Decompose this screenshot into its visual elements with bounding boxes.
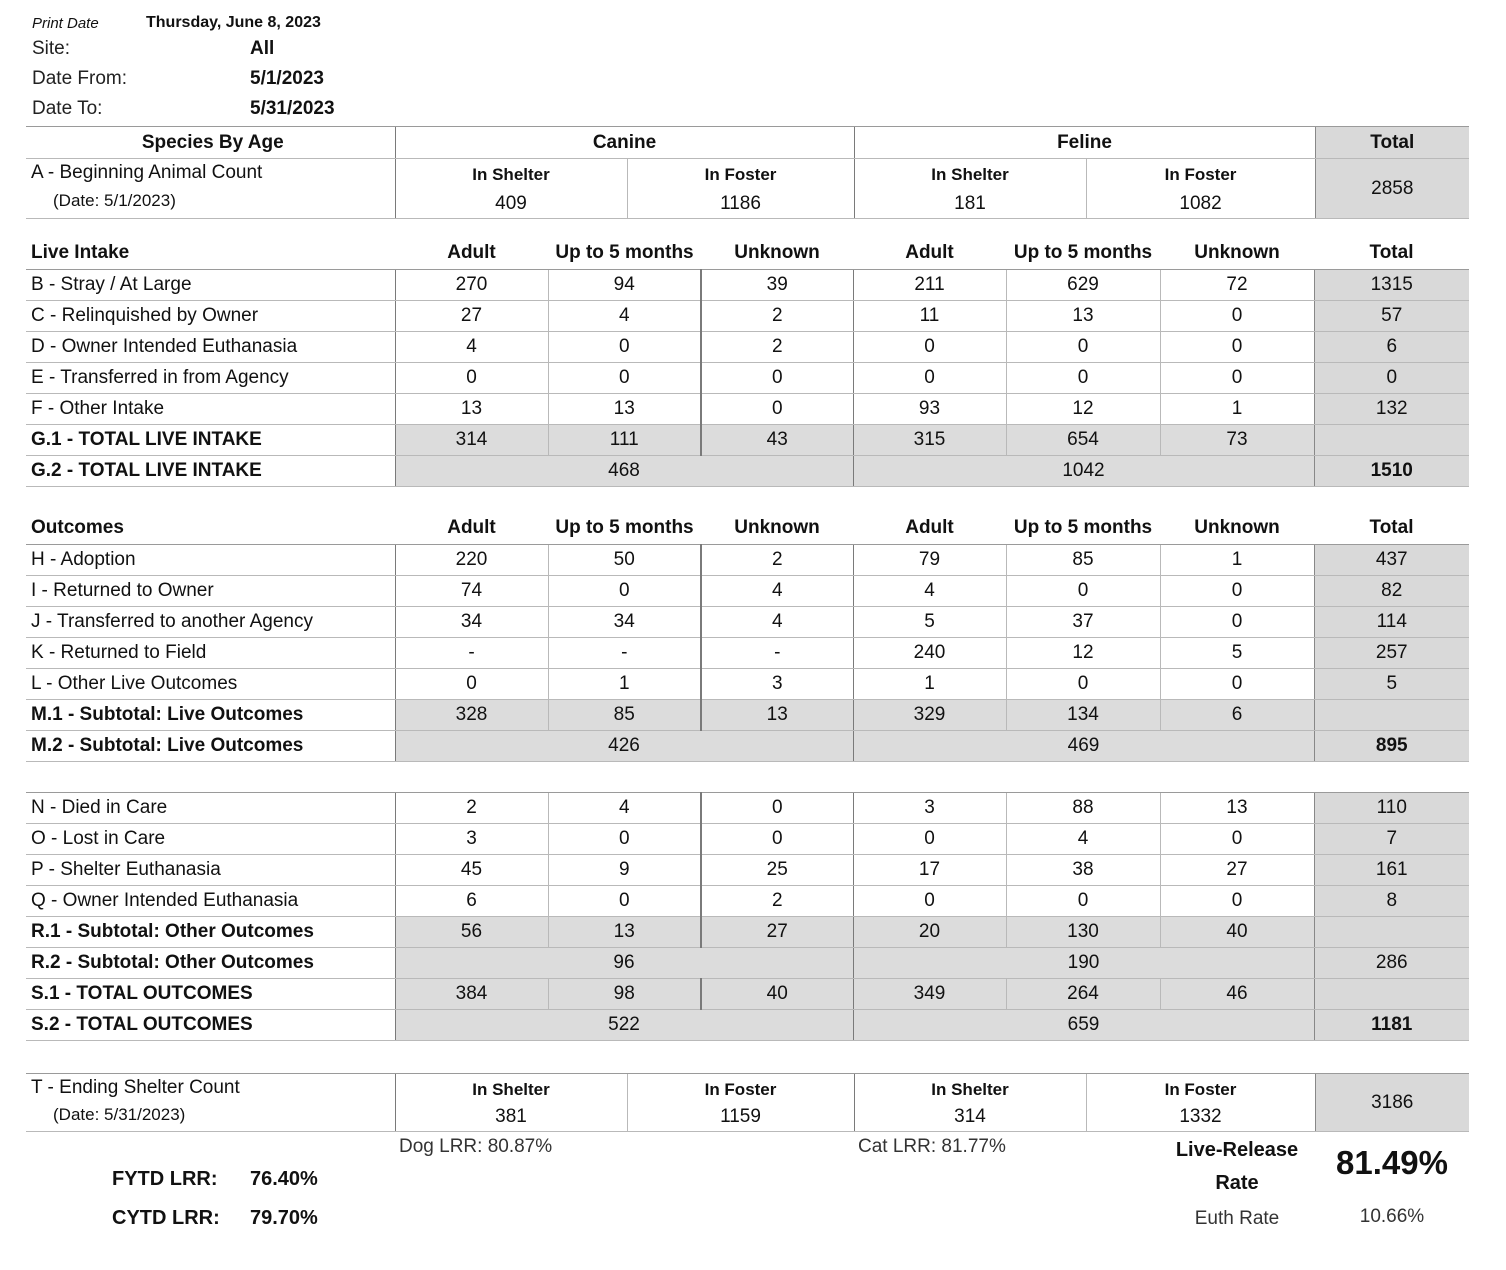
feline-beginning-shelter: In Shelter 181: [854, 159, 1086, 219]
value-cell: 34: [395, 606, 548, 637]
value-cell: 94: [548, 269, 701, 300]
date-to-value: 5/31/2023: [250, 98, 335, 119]
feline-subtotal: 190: [853, 948, 1314, 979]
value-cell: 0: [701, 824, 853, 855]
cytd-lrr-label: CYTD LRR:: [112, 1207, 220, 1229]
col-adult: Adult: [447, 242, 496, 264]
value-cell: 0: [1006, 331, 1160, 362]
value-cell: 40: [701, 979, 853, 1010]
table-row: [26, 575, 1469, 606]
value-cell: 0: [1160, 886, 1314, 917]
value-cell: 0: [853, 331, 1006, 362]
value-cell: 0: [548, 362, 701, 393]
outcomes-table: [26, 513, 1469, 762]
table-row: [26, 544, 1469, 575]
value-cell: 0: [1006, 886, 1160, 917]
value-cell: 88: [1006, 793, 1160, 824]
canine-beginning-foster: In Foster 1186: [627, 159, 854, 219]
row-total: [1314, 979, 1469, 1010]
row-label: E - Transferred in from Agency: [26, 362, 395, 393]
cat-lrr: Cat LRR: 81.77%: [858, 1136, 1006, 1157]
value-cell: 0: [1006, 362, 1160, 393]
ending-count-table: [26, 1073, 1469, 1132]
canine-subtotal: 96: [395, 948, 853, 979]
col-adult: Adult: [905, 242, 954, 264]
value-cell: 240: [853, 637, 1006, 668]
value-cell: 0: [701, 362, 853, 393]
value-cell: 0: [853, 362, 1006, 393]
value-cell: 6: [1160, 699, 1314, 730]
value-cell: 4: [1006, 824, 1160, 855]
species-by-age-header: Species By Age: [26, 127, 395, 159]
value-cell: 43: [701, 424, 853, 455]
print-date-value: Thursday, June 8, 2023: [146, 14, 321, 31]
value-cell: 349: [853, 979, 1006, 1010]
value-cell: 0: [1160, 300, 1314, 331]
value-cell: 13: [548, 917, 701, 948]
value-cell: 4: [701, 606, 853, 637]
row-total: 286: [1314, 948, 1469, 979]
live-intake-table: [26, 238, 1469, 487]
value-cell: 329: [853, 699, 1006, 730]
row-total: 7: [1314, 824, 1469, 855]
feline-ending-foster: In Foster 1332: [1086, 1074, 1315, 1132]
date-from-label: Date From:: [32, 68, 128, 89]
value-cell: 12: [1006, 637, 1160, 668]
value-cell: 93: [853, 393, 1006, 424]
value-cell: 72: [1160, 269, 1314, 300]
value-cell: 2: [701, 331, 853, 362]
table-row: [26, 979, 1469, 1010]
row-total: 1315: [1314, 269, 1469, 300]
col-total: Total: [1369, 242, 1414, 264]
value-cell: 130: [1006, 917, 1160, 948]
site-value: All: [250, 38, 275, 59]
value-cell: 56: [395, 917, 548, 948]
value-cell: 85: [1006, 544, 1160, 575]
table-row: [26, 606, 1469, 637]
dog-lrr: Dog LRR: 80.87%: [399, 1136, 553, 1157]
value-cell: 384: [395, 979, 548, 1010]
table-row: [26, 300, 1469, 331]
value-cell: 37: [1006, 606, 1160, 637]
ending-total: 3186: [1315, 1074, 1469, 1132]
value-cell: -: [395, 637, 548, 668]
table-row: [26, 917, 1469, 948]
row-label: Q - Owner Intended Euthanasia: [26, 886, 395, 917]
ending-count-label: T - Ending Shelter Count (Date: 5/31/2023): [26, 1074, 395, 1132]
value-cell: 39: [701, 269, 853, 300]
row-label: O - Lost in Care: [26, 824, 395, 855]
value-cell: 4: [701, 575, 853, 606]
value-cell: 74: [395, 575, 548, 606]
fytd-lrr-label: FYTD LRR:: [112, 1168, 218, 1190]
value-cell: 50: [548, 544, 701, 575]
value-cell: 6: [395, 886, 548, 917]
value-cell: 3: [395, 824, 548, 855]
fytd-lrr-value: 76.40%: [250, 1168, 318, 1190]
row-total: 0: [1314, 362, 1469, 393]
value-cell: 27: [701, 917, 853, 948]
value-cell: 0: [701, 793, 853, 824]
col-total: Total: [1369, 517, 1414, 539]
row-total: 82: [1314, 575, 1469, 606]
table-row: [26, 269, 1469, 300]
row-total: 57: [1314, 300, 1469, 331]
value-cell: 0: [1006, 668, 1160, 699]
row-total: [1314, 424, 1469, 455]
table-row: [26, 362, 1469, 393]
col-unknown: Unknown: [1194, 517, 1280, 539]
row-label: G.1 - TOTAL LIVE INTAKE: [26, 424, 395, 455]
table-row: [26, 730, 1469, 761]
col-adult: Adult: [447, 517, 496, 539]
table-row: [26, 699, 1469, 730]
beginning-count-label: A - Beginning Animal Count (Date: 5/1/2023): [26, 159, 395, 219]
row-label: N - Died in Care: [26, 793, 395, 824]
value-cell: 5: [1160, 637, 1314, 668]
value-cell: 38: [1006, 855, 1160, 886]
value-cell: 111: [548, 424, 701, 455]
value-cell: 0: [1160, 606, 1314, 637]
value-cell: 134: [1006, 699, 1160, 730]
value-cell: 0: [548, 886, 701, 917]
canine-ending-foster: In Foster 1159: [627, 1074, 854, 1132]
value-cell: 220: [395, 544, 548, 575]
row-total: 257: [1314, 637, 1469, 668]
value-cell: 25: [701, 855, 853, 886]
col-up-to-5: Up to 5 months: [555, 517, 694, 539]
value-cell: 1: [548, 668, 701, 699]
value-cell: 13: [548, 393, 701, 424]
row-total: 8: [1314, 886, 1469, 917]
table-row: [26, 855, 1469, 886]
value-cell: 12: [1006, 393, 1160, 424]
value-cell: 0: [853, 824, 1006, 855]
row-label: R.1 - Subtotal: Other Outcomes: [26, 917, 395, 948]
value-cell: 0: [853, 886, 1006, 917]
value-cell: 3: [701, 668, 853, 699]
value-cell: 1: [1160, 544, 1314, 575]
table-row: [26, 455, 1469, 486]
row-label: M.2 - Subtotal: Live Outcomes: [26, 730, 395, 761]
value-cell: 2: [701, 544, 853, 575]
value-cell: 211: [853, 269, 1006, 300]
value-cell: 328: [395, 699, 548, 730]
table-row: [26, 886, 1469, 917]
value-cell: 27: [1160, 855, 1314, 886]
row-total: [1314, 917, 1469, 948]
col-up-to-5: Up to 5 months: [555, 242, 694, 264]
row-label: C - Relinquished by Owner: [26, 300, 395, 331]
table-row: [26, 793, 1469, 824]
row-label: S.1 - TOTAL OUTCOMES: [26, 979, 395, 1010]
row-total: 1510: [1314, 455, 1469, 486]
value-cell: 13: [1006, 300, 1160, 331]
value-cell: 264: [1006, 979, 1160, 1010]
row-total: 132: [1314, 393, 1469, 424]
print-date-label: Print Date: [32, 15, 99, 32]
row-total: 161: [1314, 855, 1469, 886]
row-total: 110: [1314, 793, 1469, 824]
value-cell: 0: [1160, 331, 1314, 362]
value-cell: 629: [1006, 269, 1160, 300]
value-cell: 20: [853, 917, 1006, 948]
row-label: F - Other Intake: [26, 393, 395, 424]
canine-ending-shelter: In Shelter 381: [395, 1074, 627, 1132]
value-cell: 0: [548, 331, 701, 362]
table-row: [26, 948, 1469, 979]
live-release-rate-value: 81.49%: [1336, 1144, 1448, 1181]
value-cell: 46: [1160, 979, 1314, 1010]
value-cell: 13: [395, 393, 548, 424]
value-cell: 45: [395, 855, 548, 886]
value-cell: 4: [395, 331, 548, 362]
value-cell: -: [548, 637, 701, 668]
feline-subtotal: 469: [853, 730, 1314, 761]
other-outcomes-table: [26, 792, 1469, 1041]
feline-beginning-foster: In Foster 1082: [1086, 159, 1315, 219]
value-cell: 4: [548, 793, 701, 824]
beginning-count-table: [26, 126, 1469, 219]
row-label: J - Transferred to another Agency: [26, 606, 395, 637]
col-unknown: Unknown: [734, 517, 820, 539]
value-cell: 4: [853, 575, 1006, 606]
row-total: 895: [1314, 730, 1469, 761]
row-label: I - Returned to Owner: [26, 575, 395, 606]
row-label: B - Stray / At Large: [26, 269, 395, 300]
euth-rate-value: 10.66%: [1359, 1206, 1425, 1227]
value-cell: 27: [395, 300, 548, 331]
canine-subtotal: 426: [395, 730, 853, 761]
row-label: R.2 - Subtotal: Other Outcomes: [26, 948, 395, 979]
cytd-lrr-value: 79.70%: [250, 1207, 318, 1229]
value-cell: 270: [395, 269, 548, 300]
row-total: 6: [1314, 331, 1469, 362]
row-total: [1314, 699, 1469, 730]
row-label: P - Shelter Euthanasia: [26, 855, 395, 886]
row-label: L - Other Live Outcomes: [26, 668, 395, 699]
value-cell: 654: [1006, 424, 1160, 455]
table-row: [26, 331, 1469, 362]
feline-subtotal: 1042: [853, 455, 1314, 486]
date-from-value: 5/1/2023: [250, 68, 324, 89]
value-cell: 1: [1160, 393, 1314, 424]
row-total: 114: [1314, 606, 1469, 637]
value-cell: 85: [548, 699, 701, 730]
value-cell: 79: [853, 544, 1006, 575]
table-row: [26, 424, 1469, 455]
row-label: G.2 - TOTAL LIVE INTAKE: [26, 455, 395, 486]
value-cell: 0: [1160, 824, 1314, 855]
col-adult: Adult: [905, 517, 954, 539]
live-release-rate-label: Live-Release Rate: [1175, 1139, 1299, 1194]
feline-header: Feline: [854, 127, 1315, 159]
value-cell: 11: [853, 300, 1006, 331]
value-cell: 0: [701, 393, 853, 424]
value-cell: 0: [548, 575, 701, 606]
table-row: [26, 668, 1469, 699]
value-cell: 4: [548, 300, 701, 331]
row-label: D - Owner Intended Euthanasia: [26, 331, 395, 362]
canine-header: Canine: [395, 127, 854, 159]
live-intake-title: Live Intake: [31, 242, 130, 264]
value-cell: 0: [395, 362, 548, 393]
value-cell: 34: [548, 606, 701, 637]
col-up-to-5: Up to 5 months: [1013, 242, 1153, 264]
table-row: [26, 1010, 1469, 1041]
value-cell: 2: [701, 300, 853, 331]
row-label: M.1 - Subtotal: Live Outcomes: [26, 699, 395, 730]
row-total: 437: [1314, 544, 1469, 575]
value-cell: 314: [395, 424, 548, 455]
row-total: 1181: [1314, 1010, 1469, 1041]
row-total: 5: [1314, 668, 1469, 699]
value-cell: 0: [395, 668, 548, 699]
table-row: [26, 637, 1469, 668]
site-label: Site:: [32, 38, 71, 59]
value-cell: 2: [701, 886, 853, 917]
beginning-total: 2858: [1315, 159, 1469, 219]
value-cell: 0: [1160, 668, 1314, 699]
value-cell: 5: [853, 606, 1006, 637]
table-row: [26, 393, 1469, 424]
value-cell: 0: [548, 824, 701, 855]
value-cell: 0: [1160, 575, 1314, 606]
canine-beginning-shelter: In Shelter 409: [395, 159, 627, 219]
euth-rate-label: Euth Rate: [1194, 1208, 1280, 1229]
row-label: H - Adoption: [26, 544, 395, 575]
feline-ending-shelter: In Shelter 314: [854, 1074, 1086, 1132]
total-header: Total: [1315, 127, 1469, 159]
col-unknown: Unknown: [1194, 242, 1280, 264]
value-cell: -: [701, 637, 853, 668]
value-cell: 73: [1160, 424, 1314, 455]
date-to-label: Date To:: [32, 98, 103, 119]
canine-subtotal: 522: [395, 1010, 853, 1041]
row-label: K - Returned to Field: [26, 637, 395, 668]
outcomes-title: Outcomes: [31, 517, 124, 539]
value-cell: 1: [853, 668, 1006, 699]
feline-subtotal: 659: [853, 1010, 1314, 1041]
value-cell: 0: [1160, 362, 1314, 393]
value-cell: 13: [1160, 793, 1314, 824]
beginning-count-date: (Date: 5/1/2023): [53, 191, 176, 210]
value-cell: 0: [1006, 575, 1160, 606]
value-cell: 2: [395, 793, 548, 824]
value-cell: 17: [853, 855, 1006, 886]
value-cell: 315: [853, 424, 1006, 455]
value-cell: 3: [853, 793, 1006, 824]
value-cell: 9: [548, 855, 701, 886]
col-unknown: Unknown: [734, 242, 820, 264]
col-up-to-5: Up to 5 months: [1013, 517, 1153, 539]
value-cell: 40: [1160, 917, 1314, 948]
row-label: S.2 - TOTAL OUTCOMES: [26, 1010, 395, 1041]
table-row: [26, 824, 1469, 855]
value-cell: 98: [548, 979, 701, 1010]
value-cell: 13: [701, 699, 853, 730]
canine-subtotal: 468: [395, 455, 853, 486]
ending-count-date: (Date: 5/31/2023): [53, 1105, 186, 1124]
